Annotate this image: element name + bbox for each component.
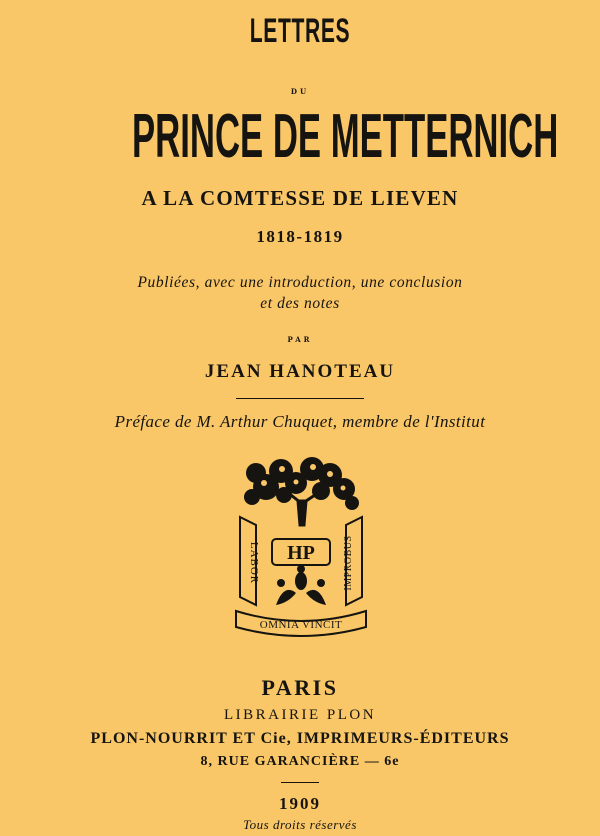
subtitle-line-1: Publiées, avec une introduction, une conclusion bbox=[137, 274, 463, 291]
author-name: JEAN HANOTEAU bbox=[204, 361, 396, 382]
bee-and-foliage-icon bbox=[276, 565, 326, 605]
author-divider bbox=[236, 398, 364, 399]
title-prince-de-metternich: PRINCE DE METTERNICH bbox=[132, 102, 559, 171]
subtitle-line-2: et des notes bbox=[260, 295, 340, 312]
tree-trunk bbox=[286, 491, 321, 525]
connector-du: DU bbox=[290, 87, 310, 96]
title-years: 1818-1819 bbox=[256, 227, 344, 246]
imprint-city: PARIS bbox=[261, 675, 339, 700]
imprint-address: 8, RUE GARANCIÈRE — 6e bbox=[200, 754, 400, 769]
imprint-printer: PLON-NOURRIT ET Cie, IMPRIMEURS-ÉDITEURS bbox=[90, 730, 510, 747]
preface-credit: Préface de M. Arthur Chuquet, membre de l'Institut bbox=[114, 412, 486, 431]
imprint-divider bbox=[281, 782, 319, 783]
motto-right: IMPROBUS bbox=[343, 535, 354, 591]
motto-bottom: OMNIA VINCIT bbox=[259, 619, 343, 631]
title-lettres: LETTRES bbox=[249, 12, 351, 50]
title-comtesse-de-lieven: A LA COMTESSE DE LIEVEN bbox=[141, 186, 459, 210]
imprint-year: 1909 bbox=[279, 794, 321, 813]
rights-notice: Tous droits réservés bbox=[243, 817, 357, 832]
motto-left: LABOR bbox=[248, 541, 260, 585]
imprint-publisher: LIBRAIRIE PLON bbox=[223, 707, 377, 723]
monogram-text: HP bbox=[287, 542, 315, 564]
publisher-emblem bbox=[226, 455, 376, 645]
connector-par: PAR bbox=[287, 335, 313, 344]
